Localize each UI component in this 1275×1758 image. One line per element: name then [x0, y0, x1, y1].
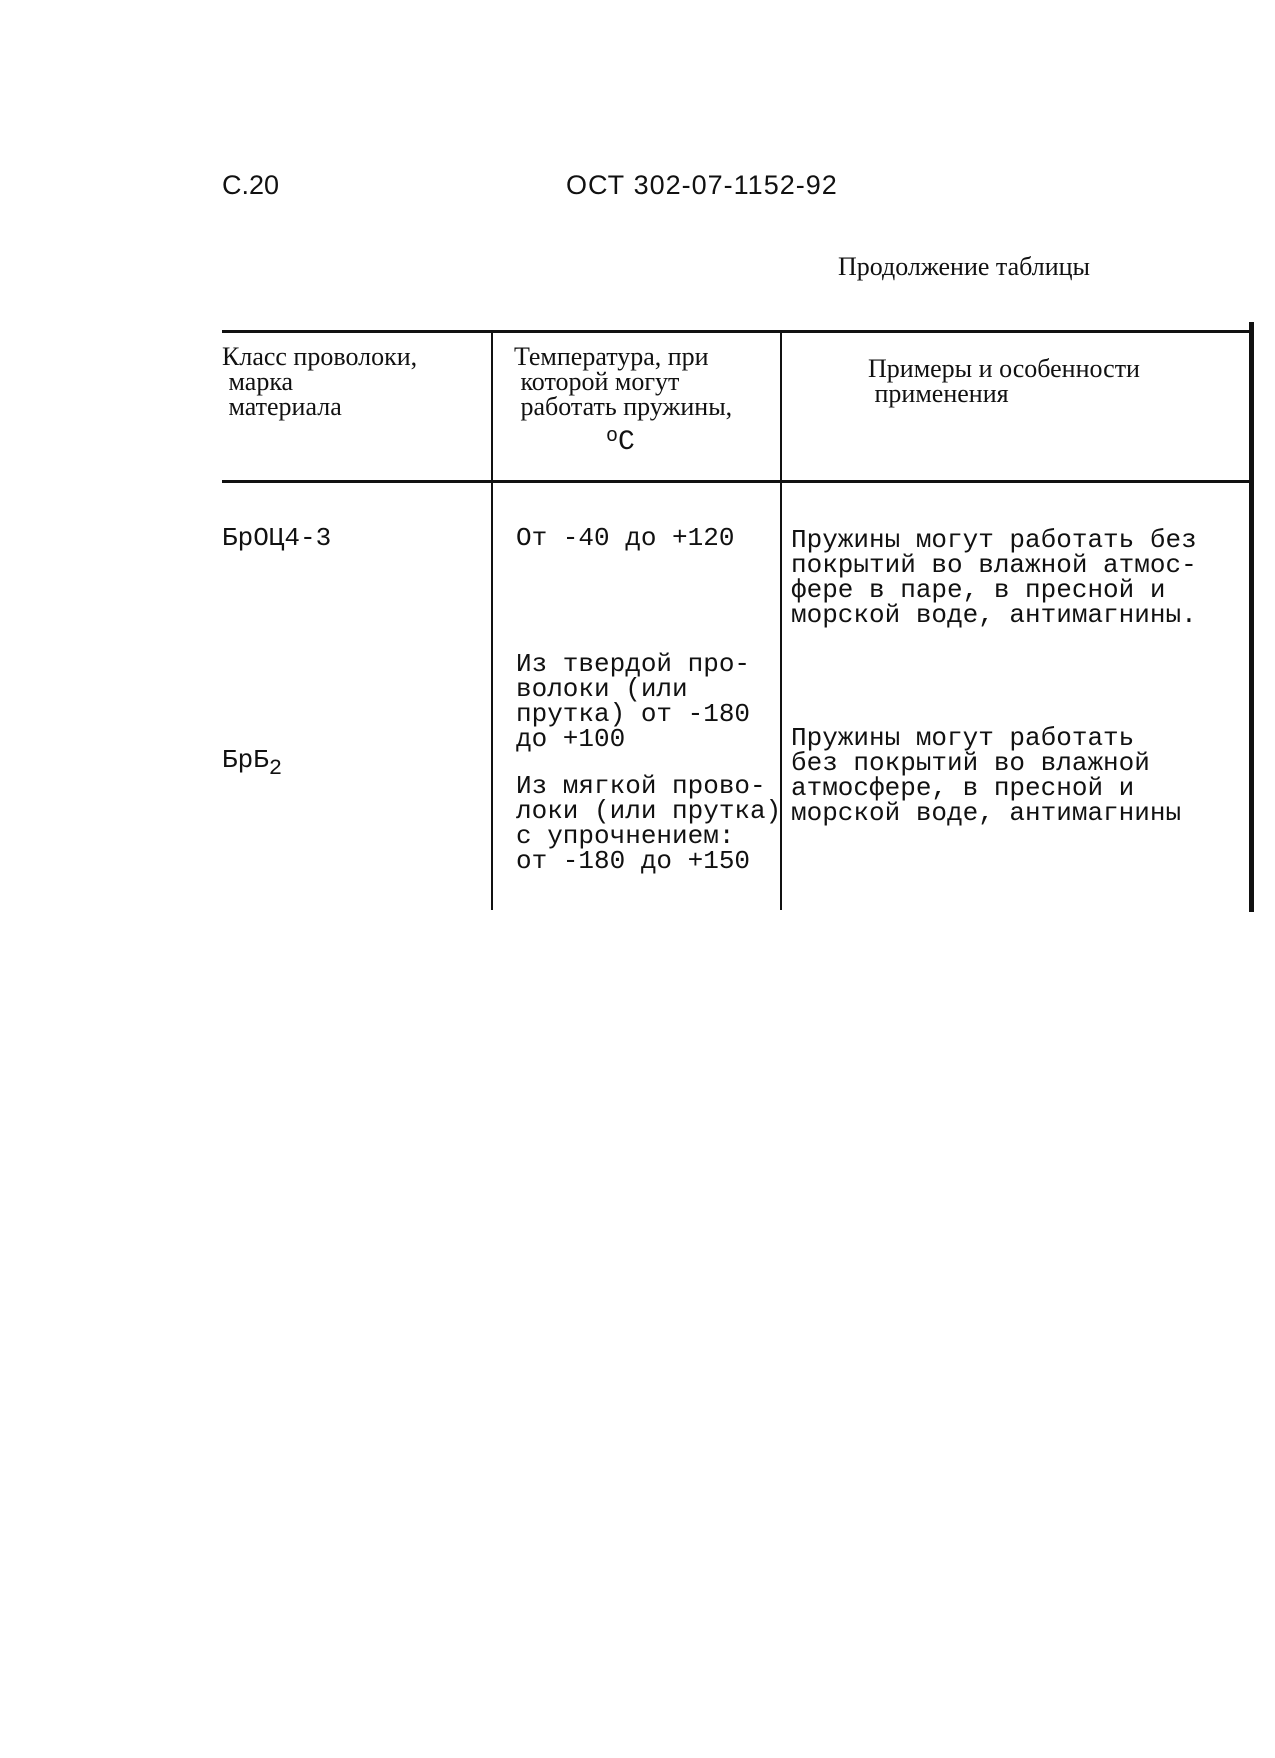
column-header-temperature: Температура, при которой могут работать пружины, [514, 342, 733, 421]
degree-symbol: о [606, 425, 619, 448]
row2-temperature-hard: Из твердой про- волоки (или прутка) от -180 до +100 [516, 649, 751, 754]
column-header-application: Примеры и особенности применения [868, 354, 1140, 408]
column-header-material: Класс проволоки, марка материала [222, 342, 418, 421]
page-number: С.20 [222, 170, 280, 200]
row1-material: БрОЦ4-3 [222, 523, 332, 553]
table-right-border [1249, 322, 1254, 912]
row2-temperature-soft: Из мягкой прово- локи (или прутка) с упрочнением: от -180 до +150 [516, 771, 782, 876]
table-continuation-label: Продолжение таблицы [838, 252, 1090, 281]
row2-material-base: БрБ [222, 745, 269, 775]
document-code: ОСТ 302-07-1152-92 [566, 170, 838, 200]
unit-celsius: С [618, 427, 635, 458]
row2-application: Пружины могут работать без покрытий во влажной атмосфере, в пресной и морской воде, антимагнины [791, 723, 1182, 828]
table-header-bottom-rule [222, 480, 1252, 483]
row2-material-subscript: 2 [268, 756, 283, 781]
table-top-rule [222, 330, 1252, 333]
temperature-unit [606, 424, 635, 458]
column-divider-1 [491, 330, 493, 910]
row1-application: Пружины могут работать без покрытий во влажной атмос- фере в паре, в пресной и морской воде, антимагнины. [791, 525, 1197, 630]
row2-material [222, 745, 283, 781]
row1-temperature: От -40 до +120 [516, 523, 735, 553]
